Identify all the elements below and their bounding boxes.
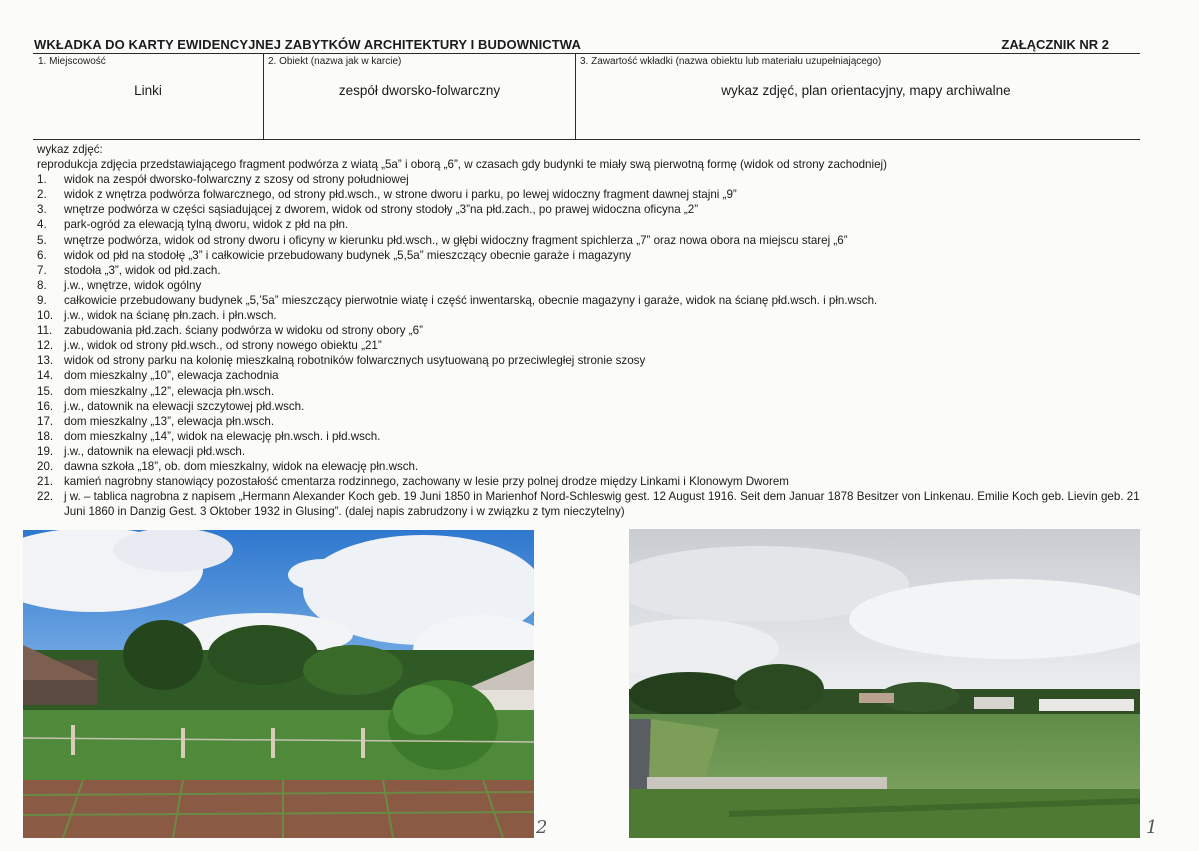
list-item-text: widok od strony parku na kolonię mieszkalną robotników folwarcznych usytuowaną po przeciwległej stronie szosy: [64, 354, 646, 368]
list-item: [37, 172, 1147, 187]
list-item-number: 15.: [37, 384, 54, 398]
list-item-number: 18.: [37, 429, 54, 443]
header-bottom-rule: [33, 139, 1140, 140]
contents-value: wykaz zdjęć, plan orientacyjny, mapy archiwalne: [721, 83, 1011, 98]
list-item-text: j.w., widok na ścianę płn.zach. i płn.wsch.: [64, 309, 277, 323]
list-item-number: 11.: [37, 324, 53, 338]
list-item: [37, 202, 1147, 217]
photo-number-left: 2: [536, 817, 548, 838]
list-item-number: 9.: [37, 293, 47, 307]
list-item-number: 8.: [37, 278, 47, 292]
list-item-text: widok z wnętrza podwórza folwarcznego, od strony płd.wsch., w strone dworu i parku, po lewej widoczny fragment dawnej stajni „9”: [64, 188, 737, 202]
list-item: [37, 233, 1147, 248]
list-item-text: dom mieszkalny „14”, widok na elewację płn.wsch. i płd.wsch.: [64, 429, 381, 443]
list-item-number: 5.: [37, 233, 47, 247]
list-item-number: 3.: [37, 203, 47, 217]
photo-complex-from-road: [629, 529, 1140, 838]
list-item-text: j.w., widok od strony płd.wsch., od strony nowego obiektu „21”: [64, 339, 382, 353]
list-item: [37, 368, 1147, 383]
list-item-number: 17.: [37, 414, 54, 428]
list-item-text: j.w., wnętrze, widok ogólny: [64, 278, 202, 292]
list-intro: reprodukcja zdjęcia przedstawiającego fragment podwórza z wiatą „5a” i oborą „6”, w czasach gdy budynki te miały swą pierwotną formę (widok od strony zachodniej): [37, 158, 887, 172]
list-item: [37, 414, 1147, 429]
list-item-number: 10.: [37, 309, 54, 323]
list-item-text: kamień nagrobny stanowiący pozostałość cmentarza rodzinnego, zachowany w lesie przy polnej drodze między Linkami i Klonowym Dworem: [64, 475, 789, 489]
list-item-number: 4.: [37, 218, 47, 232]
list-item-text: widok na zespół dworsko-folwarczny z szosy od strony południowej: [64, 173, 409, 187]
contents-label: 3. Zawartość wkładki (nazwa obiektu lub materiału uzupełniającego): [580, 56, 882, 67]
list-item-text: dom mieszkalny „12”, elewacja płn.wsch.: [64, 384, 275, 398]
list-item: [37, 429, 1147, 444]
locality-value: Linki: [134, 83, 162, 98]
list-item-text: park-ogród za elewacją tylną dworu, widok z płd na płn.: [64, 218, 349, 232]
list-item-text: dom mieszkalny „10”, elewacja zachodnia: [64, 369, 279, 383]
photo-list: [37, 142, 1147, 519]
list-items: [37, 172, 1147, 519]
list-item: [37, 459, 1147, 474]
list-item-text: wnętrze podwórza, widok od strony dworu i oficyny w kierunku płd.wsch., w głębi widoczny fragment spichlerza „7” oraz nowa obora na miejscu starej „6”: [64, 233, 848, 247]
list-item-number: 21.: [37, 475, 54, 489]
object-value: zespół dworsko-folwarczny: [338, 83, 501, 98]
list-item: [37, 489, 1147, 519]
list-item-text: j w. – tablica nagrobna z napisem „Hermann Alexander Koch geb. 19 Juni 1850 in Marienhof Nord-Schleswig gest. 12 August 1916. Seit dem Januar 1878 Besitzer von Linkenau. Emilie Koch geb. Lievin geb. 21 Juni 1860 in Danzig Gest. 3 Oktober 1932 in Glusing”. (dalej napis zabrudzony i w związku z tym nieczytelny): [64, 490, 1140, 519]
list-item-text: widok od płd na stodołę „3” i całkowicie przebudowany budynek „5,5a” mieszczący obecnie garaże i magazyny: [64, 248, 632, 262]
list-item: [37, 399, 1147, 414]
annex-number: ZAŁĄCZNIK NR 2: [1001, 37, 1109, 52]
list-item-text: całkowicie przebudowany budynek „5,’5a” mieszczący pierwotnie wiatę i część inwentarską, obecnie magazyny i garaże, widok na ścianę płd.wsch. i płn.wsch.: [64, 293, 878, 307]
list-item-number: 19.: [37, 444, 54, 458]
list-item-number: 14.: [37, 369, 54, 383]
list-item: [37, 474, 1147, 489]
list-item-number: 20.: [37, 459, 54, 473]
list-item: [37, 384, 1147, 399]
list-item: [37, 263, 1147, 278]
list-item-text: stodoła „3”, widok od płd.zach.: [64, 263, 221, 277]
photo-courtyard: [23, 530, 534, 838]
list-item-text: zabudowania płd.zach. ściany podwórza w widoku od strony obory „6”: [64, 324, 423, 338]
list-item: [37, 217, 1147, 232]
list-item-number: 16.: [37, 399, 54, 413]
list-item-number: 22.: [37, 490, 54, 504]
list-heading: wykaz zdjęć:: [37, 143, 103, 156]
list-item-number: 7.: [37, 263, 47, 277]
photo-number-right: 1: [1146, 817, 1158, 838]
list-item-text: dom mieszkalny „13”, elewacja płn.wsch.: [64, 414, 275, 428]
list-item: [37, 187, 1147, 202]
header-top-rule: [33, 53, 1140, 54]
list-item: [37, 353, 1147, 368]
list-item: [37, 293, 1147, 308]
list-item-text: dawna szkoła „18”, ob. dom mieszkalny, widok na elewację płn.wsch.: [64, 459, 419, 473]
list-item-number: 2.: [37, 188, 47, 202]
list-item-text: j.w., datownik na elewacji szczytowej płd.wsch.: [64, 399, 305, 413]
list-item-text: j.w., datownik na elewacji płd.wsch.: [64, 444, 246, 458]
list-item-number: 6.: [37, 248, 47, 262]
list-item: [37, 444, 1147, 459]
list-item-number: 1.: [37, 173, 47, 187]
list-item: [37, 338, 1147, 353]
list-item: [37, 323, 1147, 338]
list-item: [37, 248, 1147, 263]
object-label: 2. Obiekt (nazwa jak w karcie): [268, 56, 402, 67]
list-item: [37, 308, 1147, 323]
list-item-number: 12.: [37, 339, 54, 353]
list-item: [37, 278, 1147, 293]
list-item-number: 13.: [37, 354, 54, 368]
locality-label: 1. Miejscowość: [38, 56, 106, 67]
list-item-text: wnętrze podwórza w części sąsiadującej z dworem, widok od strony stodoły „3”na płd.zach., po prawej widoczna oficyna „2”: [64, 203, 699, 217]
page-title: WKŁADKA DO KARTY EWIDENCYJNEJ ZABYTKÓW ARCHITEKTURY I BUDOWNICTWA: [34, 37, 581, 52]
